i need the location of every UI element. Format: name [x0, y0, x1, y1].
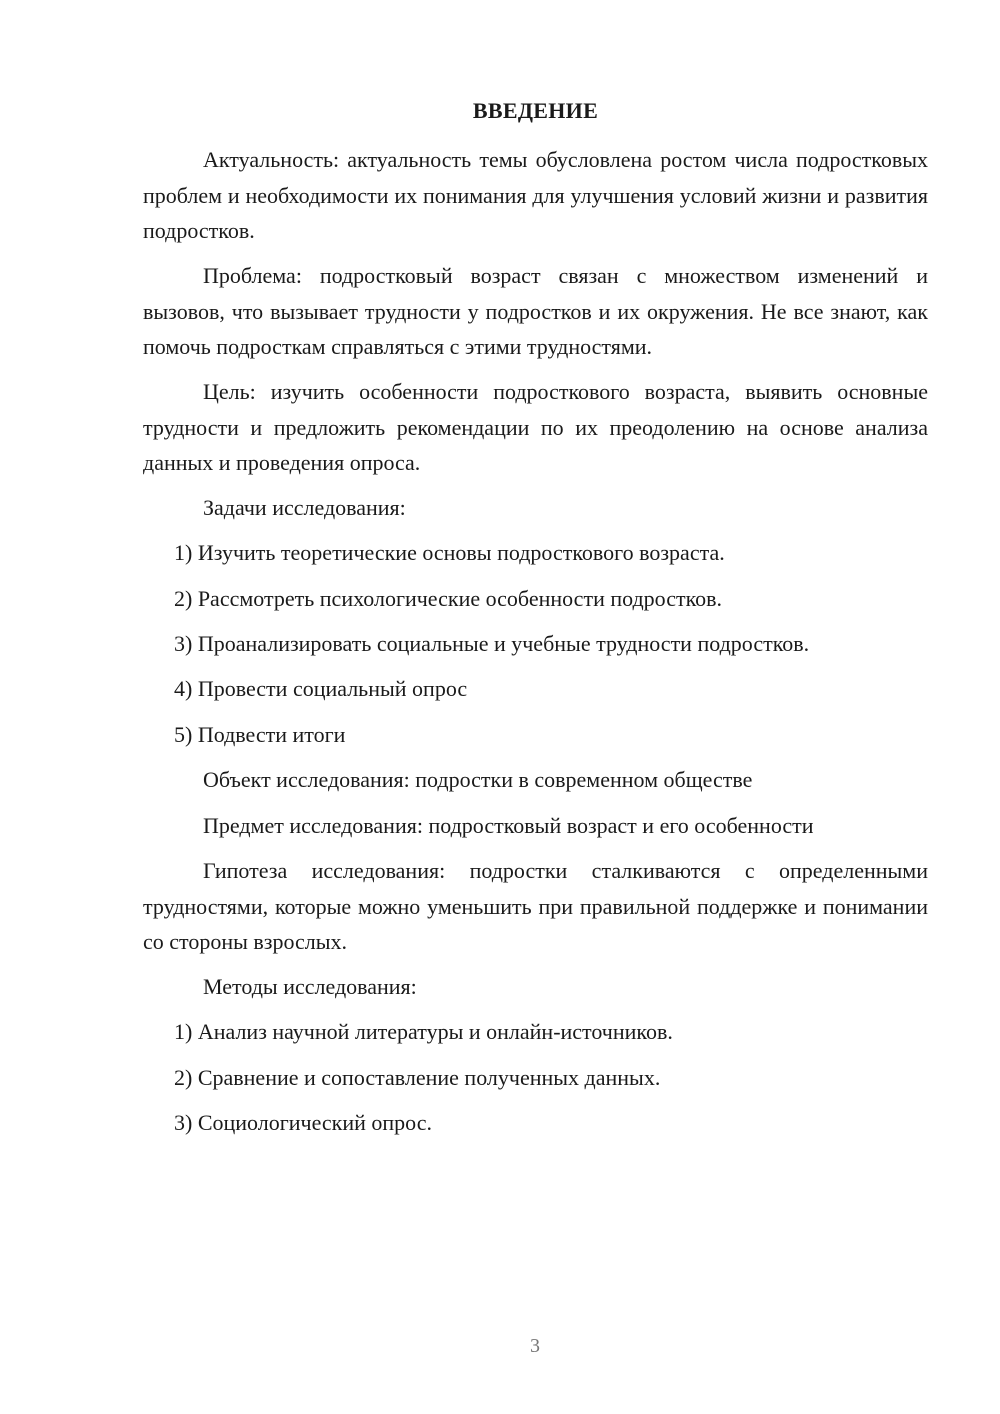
document-title: ВВЕДЕНИЕ — [472, 98, 599, 123]
task-item-5: 5) Подвести итоги — [174, 722, 346, 747]
paragraph-relevance: Актуальность: актуальность темы обусловлена ростом числа подростковых проблем и необходимости их понимания для улучшения условий жизни и развития подростков. — [143, 147, 928, 243]
task-item-2: 2) Рассмотреть психологические особенности подростков. — [174, 586, 723, 611]
task-item-1: 1) Изучить теоретические основы подросткового возраста. — [174, 540, 725, 565]
task-item-3: 3) Проанализировать социальные и учебные трудности подростков. — [174, 631, 810, 656]
methods-heading: Методы исследования: — [203, 974, 417, 999]
paragraph-problem: Проблема: подростковый возраст связан с множеством изменений и вызовов, что вызывает трудности у подростков и их окружения. Не все знают, как помочь подросткам справляться с этими трудностями. — [143, 263, 928, 359]
method-item-1: 1) Анализ научной литературы и онлайн-источников. — [174, 1019, 673, 1044]
research-object: Объект исследования: подростки в современном обществе — [203, 767, 753, 792]
method-item-2: 2) Сравнение и сопоставление полученных данных. — [174, 1065, 661, 1090]
page-number: 3 — [530, 1335, 540, 1357]
paragraph-hypothesis: Гипотеза исследования: подростки сталкиваются с определенными трудностями, которые можно уменьшить при правильной поддержке и понимании со стороны взрослых. — [143, 858, 928, 954]
method-item-3: 3) Социологический опрос. — [174, 1110, 432, 1135]
research-subject: Предмет исследования: подростковый возраст и его особенности — [203, 813, 814, 838]
tasks-heading: Задачи исследования: — [203, 495, 406, 520]
task-item-4: 4) Провести социальный опрос — [174, 676, 468, 701]
paragraph-goal: Цель: изучить особенности подросткового возраста, выявить основные трудности и предложить рекомендации по их преодолению на основе анализа данных и проведения опроса. — [143, 379, 928, 475]
